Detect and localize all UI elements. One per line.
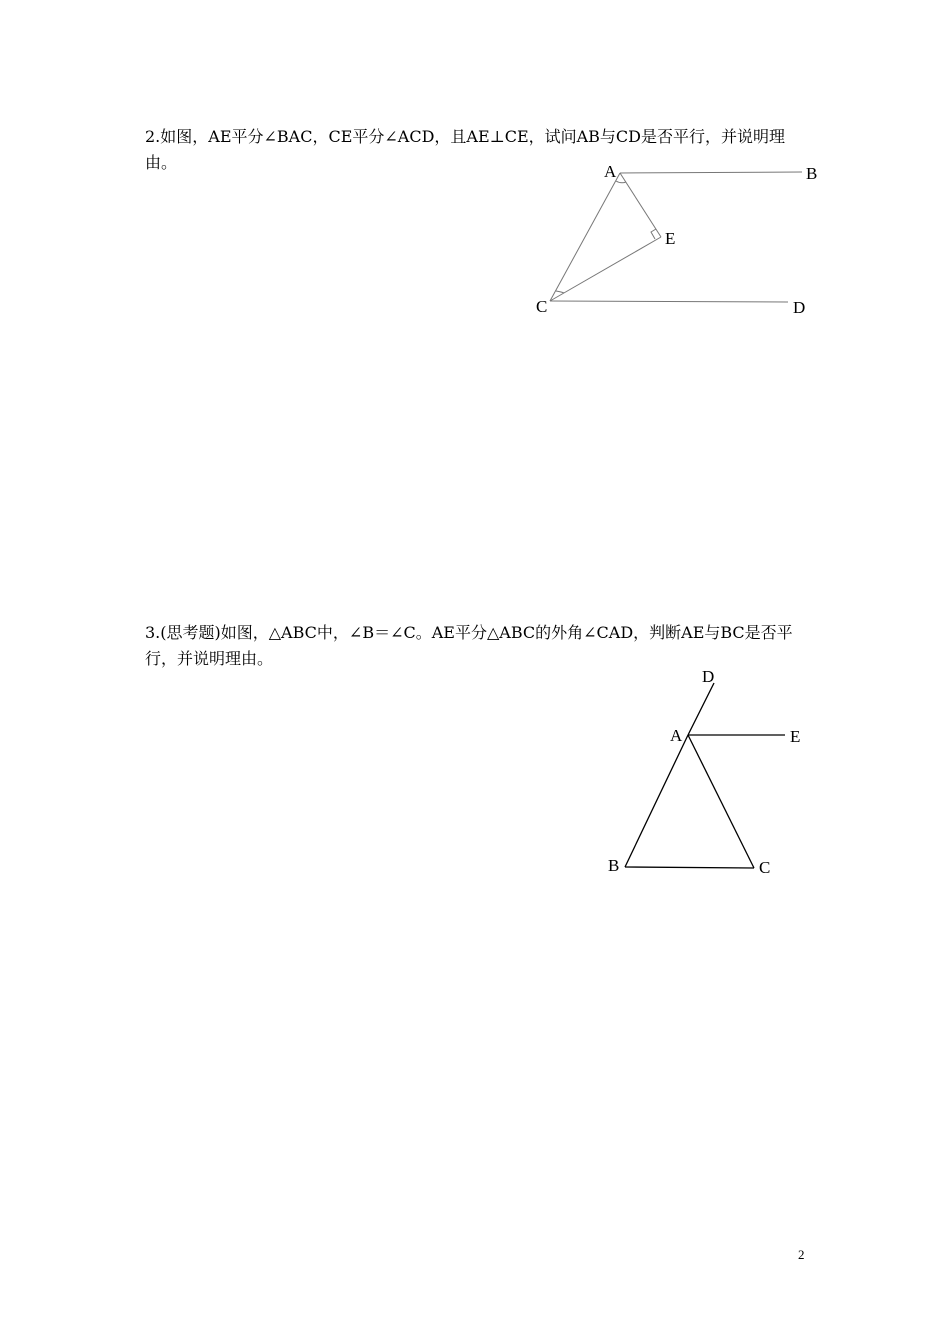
right-angle-mark-e — [651, 229, 656, 239]
label-c: C — [536, 297, 548, 316]
segment-ac — [550, 173, 620, 301]
label-b: B — [806, 164, 818, 183]
problem-2-text: 2.如图，AE平分∠BAC，CE平分∠ACD，且AE⊥CE，试问AB与CD是否平行，并说明理由。 — [145, 127, 786, 172]
label-e: E — [665, 229, 676, 248]
segment-cd — [550, 301, 788, 302]
angle-arc-a — [616, 181, 626, 183]
label-d: D — [702, 667, 715, 686]
segment-ad — [688, 683, 714, 735]
label-d: D — [793, 298, 806, 317]
segment-ab — [625, 735, 688, 867]
angle-arc-c — [556, 291, 564, 293]
segment-ae — [620, 173, 661, 237]
problem-3-text: 3.(思考题)如图，△ABC中，∠B＝∠C。AE平分△ABC的外角∠CAD，判断AE与BC是否平行，并说明理由。 — [145, 623, 793, 668]
segment-ac — [688, 735, 754, 868]
segment-bc — [625, 867, 754, 868]
segment-ce — [550, 237, 661, 301]
problem-2-figure — [525, 155, 825, 325]
problem-3-figure — [600, 660, 820, 890]
label-e: E — [790, 727, 801, 746]
label-a: A — [604, 162, 617, 181]
page-number: 2 — [798, 1247, 805, 1262]
segment-ab — [620, 172, 802, 173]
label-a: A — [670, 726, 683, 745]
label-b: B — [608, 856, 620, 875]
label-c: C — [759, 858, 771, 877]
